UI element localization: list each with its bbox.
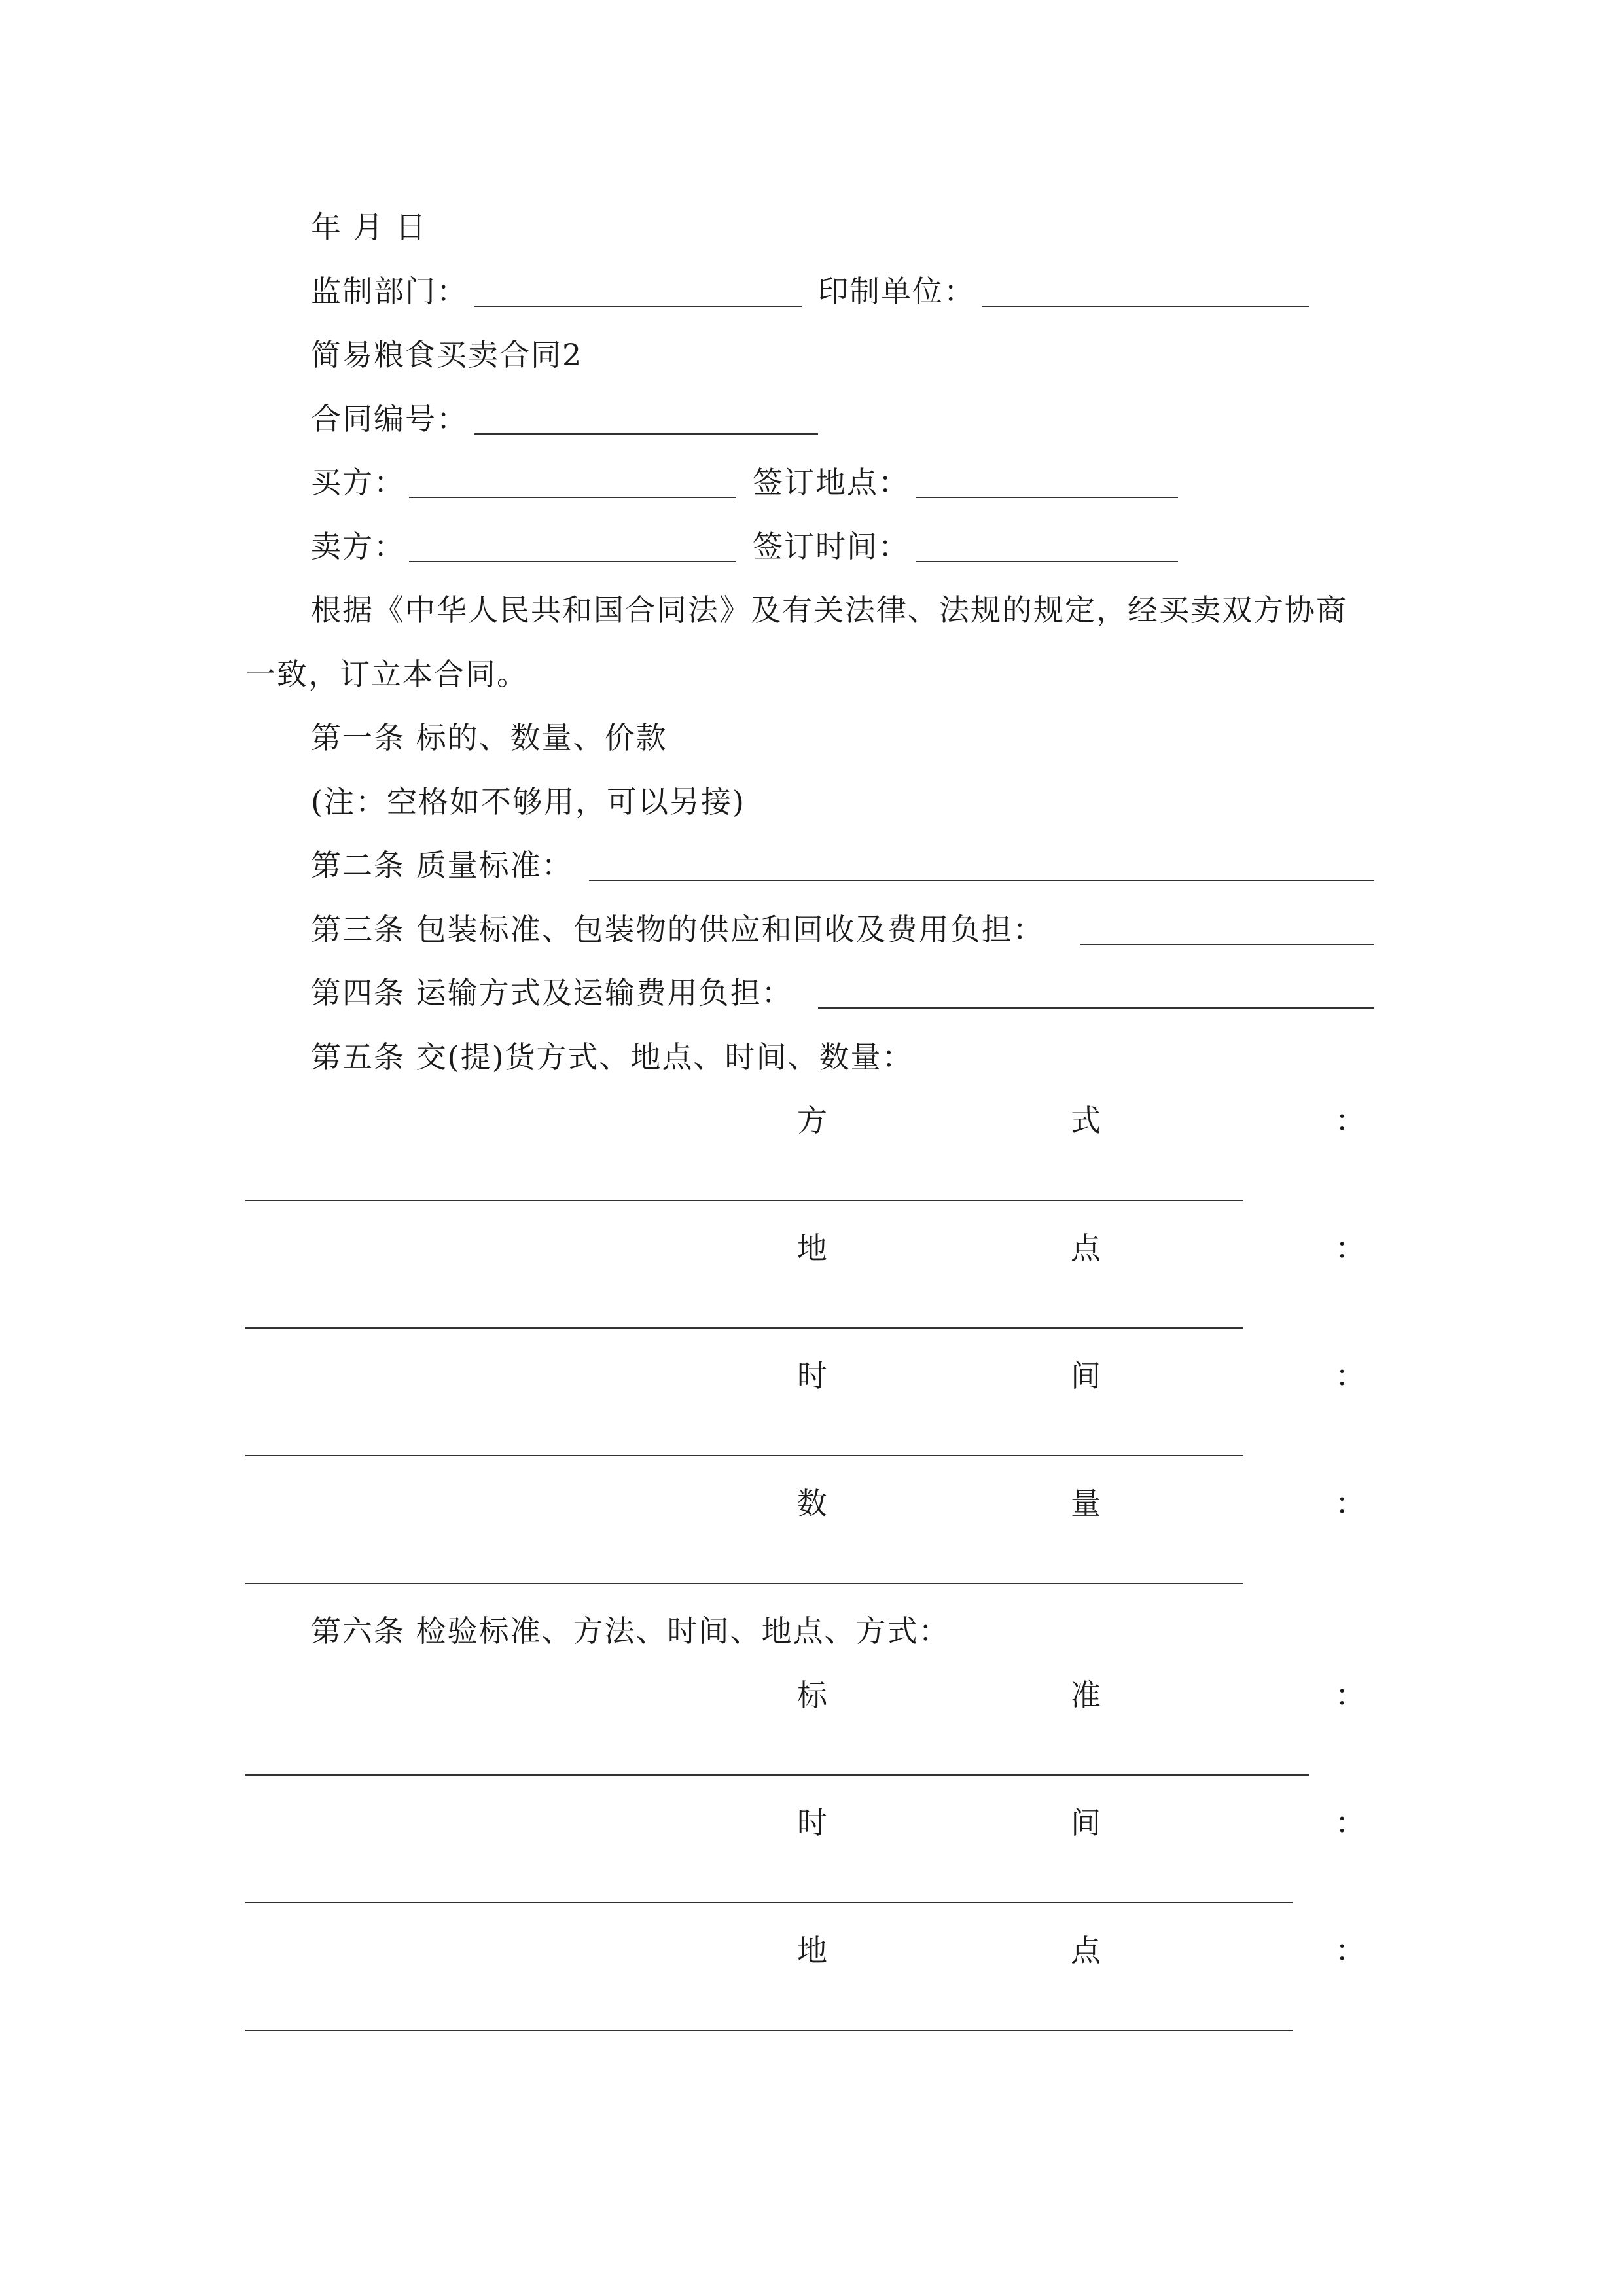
article5-item1-blank[interactable] bbox=[245, 1200, 1243, 1201]
article5-heading: 第五条 交(提)货方式、地点、时间、数量： bbox=[311, 1039, 914, 1075]
sign-place-blank[interactable] bbox=[916, 497, 1178, 498]
article6-item2-blank[interactable] bbox=[245, 1902, 1293, 1903]
article5-item1-char1: 方 bbox=[797, 1103, 827, 1138]
article6-item1-char1: 标 bbox=[797, 1677, 827, 1713]
article1-note: (注：空格如不够用，可以另接) bbox=[311, 784, 745, 819]
article5-item4-blank[interactable] bbox=[245, 1583, 1243, 1584]
supervision-blank[interactable] bbox=[474, 306, 802, 307]
article5-item3-char1: 时 bbox=[797, 1358, 827, 1393]
article6-item1-char2: 准 bbox=[1071, 1677, 1101, 1713]
sign-time-label: 签订时间： bbox=[753, 529, 910, 564]
seller-label: 卖方： bbox=[311, 529, 405, 564]
buyer-blank[interactable] bbox=[409, 497, 736, 498]
seller-blank[interactable] bbox=[409, 561, 736, 562]
article3-blank[interactable] bbox=[1080, 944, 1374, 945]
contract-no-label: 合同编号： bbox=[311, 401, 468, 437]
article6-item2-char2: 间 bbox=[1071, 1805, 1101, 1840]
article4-blank[interactable] bbox=[818, 1007, 1374, 1009]
article5-item2-char1: 地 bbox=[797, 1230, 827, 1266]
article6-heading: 第六条 检验标准、方法、时间、地点、方式： bbox=[311, 1613, 950, 1649]
article4-label: 第四条 运输方式及运输费用负担： bbox=[311, 975, 793, 1011]
article1-heading: 第一条 标的、数量、价款 bbox=[311, 720, 668, 755]
article6-item1-blank[interactable] bbox=[245, 1774, 1309, 1776]
supervision-label: 监制部门： bbox=[311, 274, 468, 309]
preamble-line2: 一致，订立本合同。 bbox=[245, 656, 528, 692]
date-line: 年 月 日 bbox=[311, 209, 427, 245]
article5-item4-char1: 数 bbox=[797, 1486, 827, 1521]
printing-unit-label: 印制单位： bbox=[818, 274, 975, 309]
article6-item3-char2: 点 bbox=[1071, 1933, 1101, 1968]
article2-label: 第二条 质量标准： bbox=[311, 848, 573, 883]
article5-item2-char2: 点 bbox=[1071, 1230, 1101, 1266]
preamble-line1: 根据《中华人民共和国合同法》及有关法律、法规的规定，经买卖双方协商 bbox=[311, 592, 1347, 628]
article5-item4-char2: 量 bbox=[1071, 1486, 1101, 1521]
article5-item1-colon: ： bbox=[1335, 1103, 1365, 1138]
article5-item3-blank[interactable] bbox=[245, 1455, 1243, 1456]
article3-label: 第三条 包装标准、包装物的供应和回收及费用负担： bbox=[311, 912, 1044, 947]
article5-item2-blank[interactable] bbox=[245, 1327, 1243, 1329]
sign-place-label: 签订地点： bbox=[753, 465, 910, 500]
article6-item3-blank[interactable] bbox=[245, 2030, 1293, 2031]
article6-item3-char1: 地 bbox=[797, 1933, 827, 1968]
sign-time-blank[interactable] bbox=[916, 561, 1178, 562]
article6-item2-colon: ： bbox=[1335, 1805, 1365, 1840]
article5-item3-colon: ： bbox=[1335, 1358, 1365, 1393]
contract-title: 简易粮食买卖合同2 bbox=[311, 337, 583, 372]
article6-item1-colon: ： bbox=[1335, 1677, 1365, 1713]
article6-item2-char1: 时 bbox=[797, 1805, 827, 1840]
article2-blank[interactable] bbox=[589, 880, 1374, 881]
contract-no-blank[interactable] bbox=[474, 433, 818, 435]
article5-item4-colon: ： bbox=[1335, 1486, 1365, 1521]
article5-item1-char2: 式 bbox=[1071, 1103, 1101, 1138]
buyer-label: 买方： bbox=[311, 465, 405, 500]
article5-item3-char2: 间 bbox=[1071, 1358, 1101, 1393]
printing-unit-blank[interactable] bbox=[982, 306, 1309, 307]
article5-item2-colon: ： bbox=[1335, 1230, 1365, 1266]
article6-item3-colon: ： bbox=[1335, 1933, 1365, 1968]
